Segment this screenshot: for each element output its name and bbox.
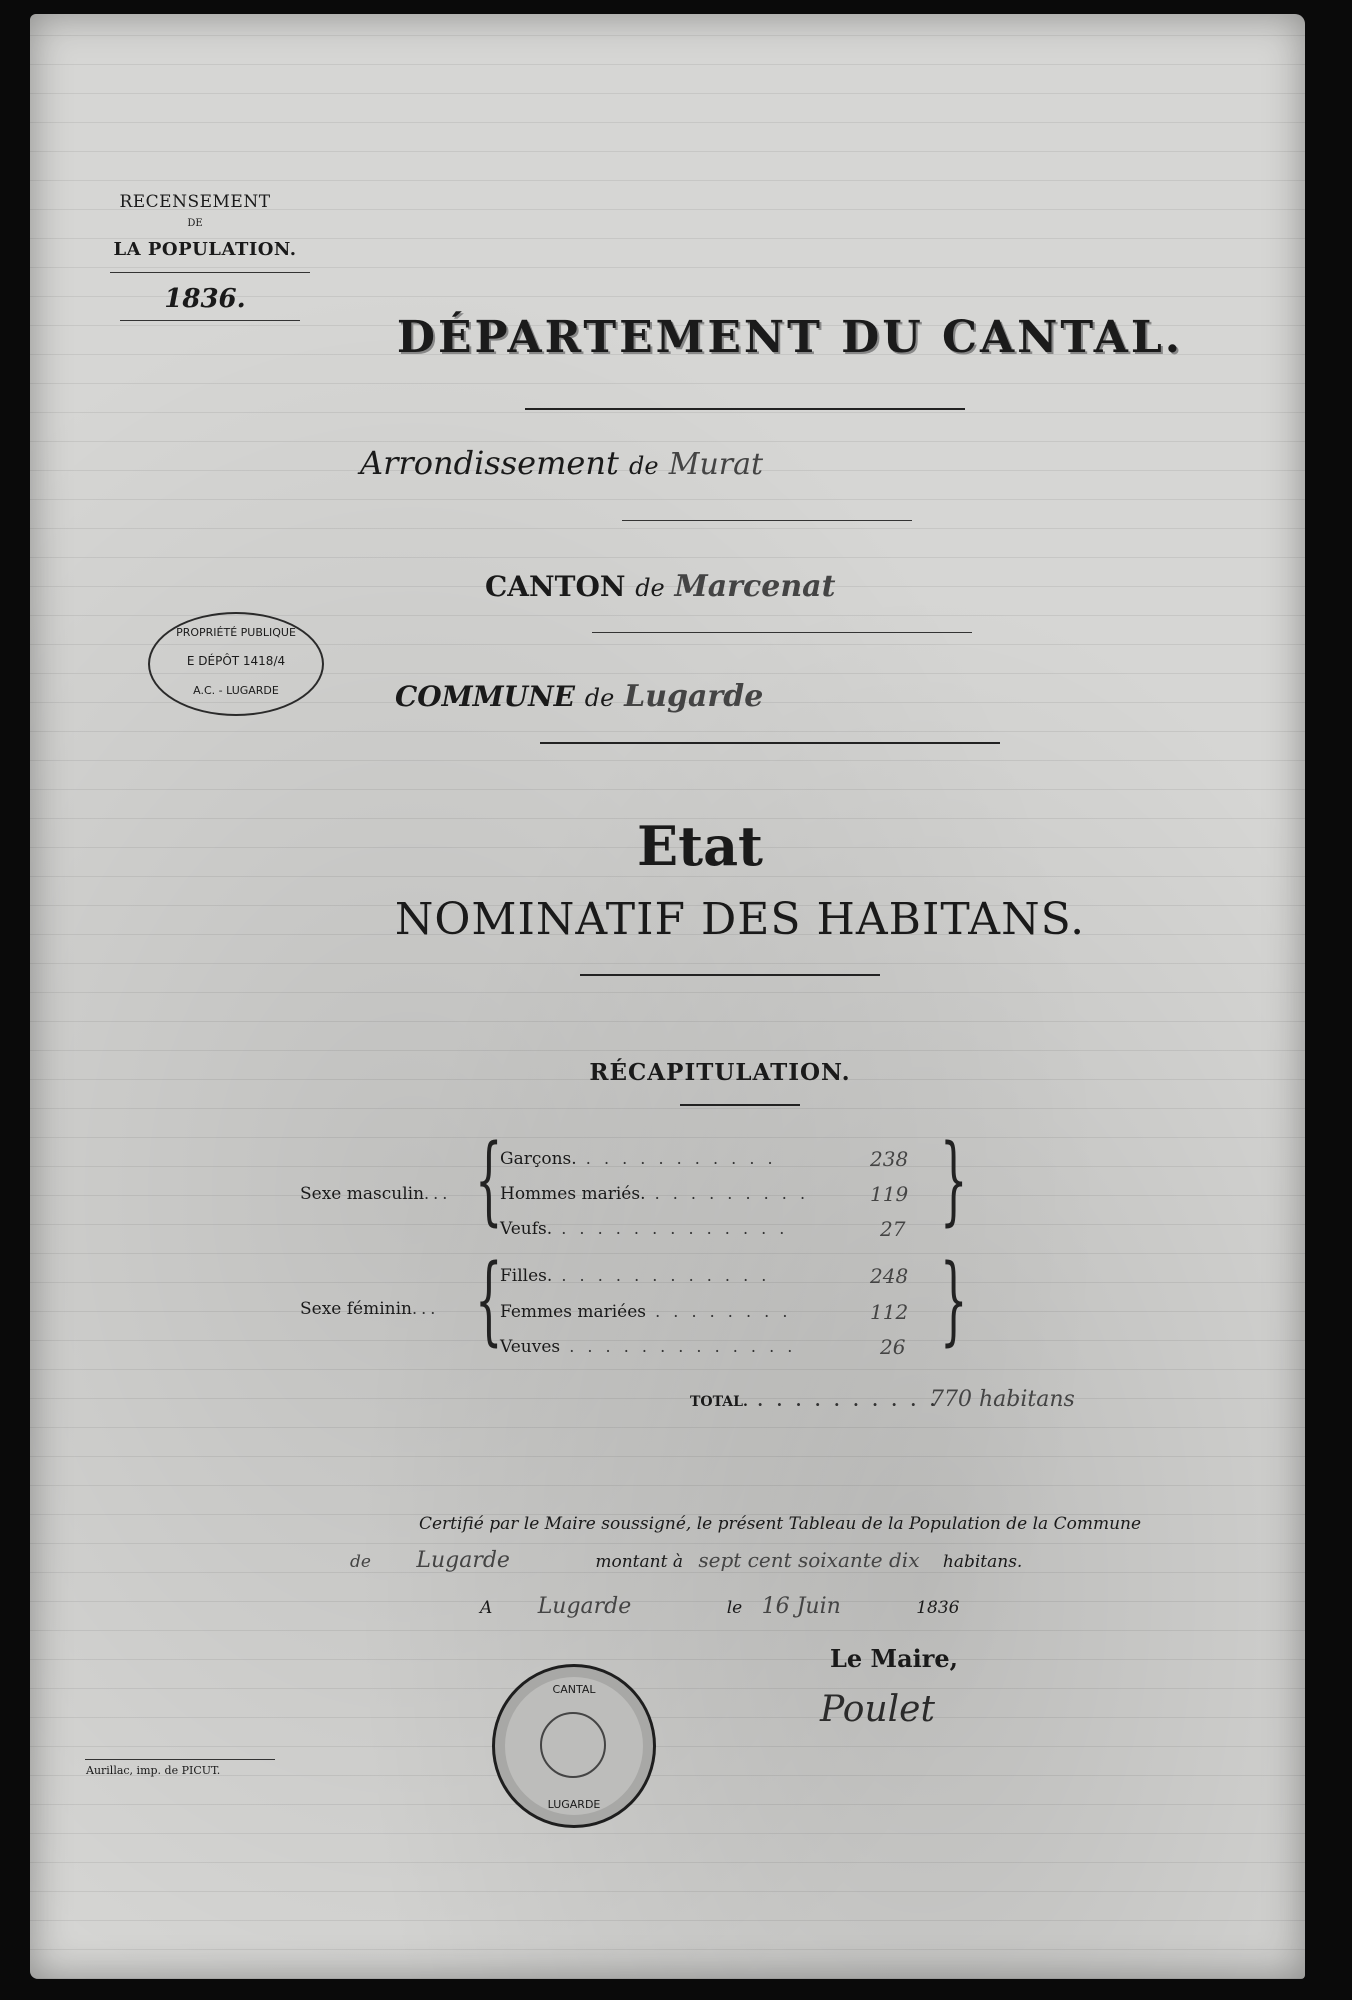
brace-right: }: [940, 1244, 968, 1356]
arrondissement-prep: de: [629, 452, 659, 480]
total-value: 770 habitans: [930, 1387, 1075, 1412]
commune-value: Lugarde: [624, 679, 764, 714]
value-veuves: 26: [880, 1335, 906, 1359]
maire-label: Le Maire,: [830, 1644, 959, 1673]
divider: [110, 272, 310, 273]
department-title: DÉPARTEMENT DU CANTAL.: [396, 312, 1184, 363]
brace-left: {: [475, 1124, 503, 1236]
ornament-rule: [540, 742, 1000, 744]
recap-heading: RÉCAPITULATION.: [589, 1059, 851, 1086]
total-row: TOTAL. . . . . . . . . . .: [690, 1391, 940, 1410]
value-filles: 248: [870, 1264, 909, 1288]
arrondissement-line: [360, 444, 763, 482]
commune-prep: de: [584, 684, 615, 712]
canton-label: CANTON: [485, 570, 626, 603]
female-label: Sexe féminin...: [300, 1299, 440, 1319]
row-filles: Filles. . . . . . . . . . . . .: [500, 1266, 771, 1286]
brace-left: {: [475, 1244, 503, 1356]
value-femmes-mariees: 112: [870, 1300, 909, 1324]
arrondissement-value: Murat: [668, 447, 764, 482]
title-nominatif: NOMINATIF DES HABITANS.: [394, 894, 1086, 945]
municipal-seal: [492, 1664, 656, 1828]
census-de: DE: [187, 218, 203, 229]
census-heading: RECENSEMENT: [119, 192, 271, 212]
value-garcons: 238: [870, 1147, 909, 1171]
male-label: Sexe masculin...: [300, 1184, 452, 1204]
census-population: LA POPULATION.: [113, 239, 297, 260]
stamp-line-1: PROPRIÉTÉ PUBLIQUE: [176, 626, 296, 639]
divider: [85, 1759, 275, 1760]
mayor-signature: Poulet: [820, 1689, 935, 1730]
archive-stamp: [148, 612, 324, 716]
value-veufs: 27: [880, 1217, 906, 1241]
brace-right: }: [940, 1124, 968, 1236]
certification-line-2: de Lugarde montant à sept cent soixante dix habitans.: [350, 1548, 1023, 1573]
arrondissement-label: Arrondissement: [360, 444, 619, 482]
row-garcons: Garçons. . . . . . . . . . . .: [500, 1149, 777, 1169]
certification-text: Certifié par le Maire soussigné, le présent Tableau de la Population de la Commune: [418, 1514, 1142, 1534]
divider: [680, 1104, 800, 1106]
document-page: [30, 14, 1305, 1979]
row-hommes-maries: Hommes mariés. . . . . . . . . .: [500, 1184, 810, 1204]
canton-prep: de: [635, 574, 665, 602]
divider: [592, 632, 972, 633]
ornament-rule: [525, 408, 965, 410]
divider: [622, 520, 912, 521]
canton-value: Marcenat: [674, 569, 836, 604]
divider: [580, 974, 880, 976]
seal-top-text: CANTAL: [552, 1683, 596, 1696]
row-femmes-mariees: Femmes mariées . . . . . . . .: [500, 1302, 792, 1322]
canton-line: [485, 569, 835, 604]
row-veuves: Veuves . . . . . . . . . . . . .: [500, 1337, 797, 1357]
printer-imprint: Aurillac, imp. de PICUT.: [86, 1764, 221, 1777]
census-year: 1836.: [164, 284, 246, 314]
seal-bottom-text: LUGARDE: [547, 1798, 601, 1811]
commune-label: COMMUNE: [395, 680, 576, 713]
seal-emblem: [540, 1712, 606, 1778]
value-hommes-maries: 119: [870, 1182, 909, 1206]
stamp-line-3: A.C. - LUGARDE: [193, 684, 279, 697]
title-etat: Etat: [636, 814, 764, 878]
row-veufs: Veufs. . . . . . . . . . . . . .: [500, 1219, 789, 1239]
divider: [120, 320, 300, 321]
commune-line: [395, 679, 763, 714]
place-date-line: A Lugarde le 16 Juin 1836: [480, 1594, 960, 1619]
stamp-line-2: E DÉPÔT 1418/4: [186, 654, 286, 668]
